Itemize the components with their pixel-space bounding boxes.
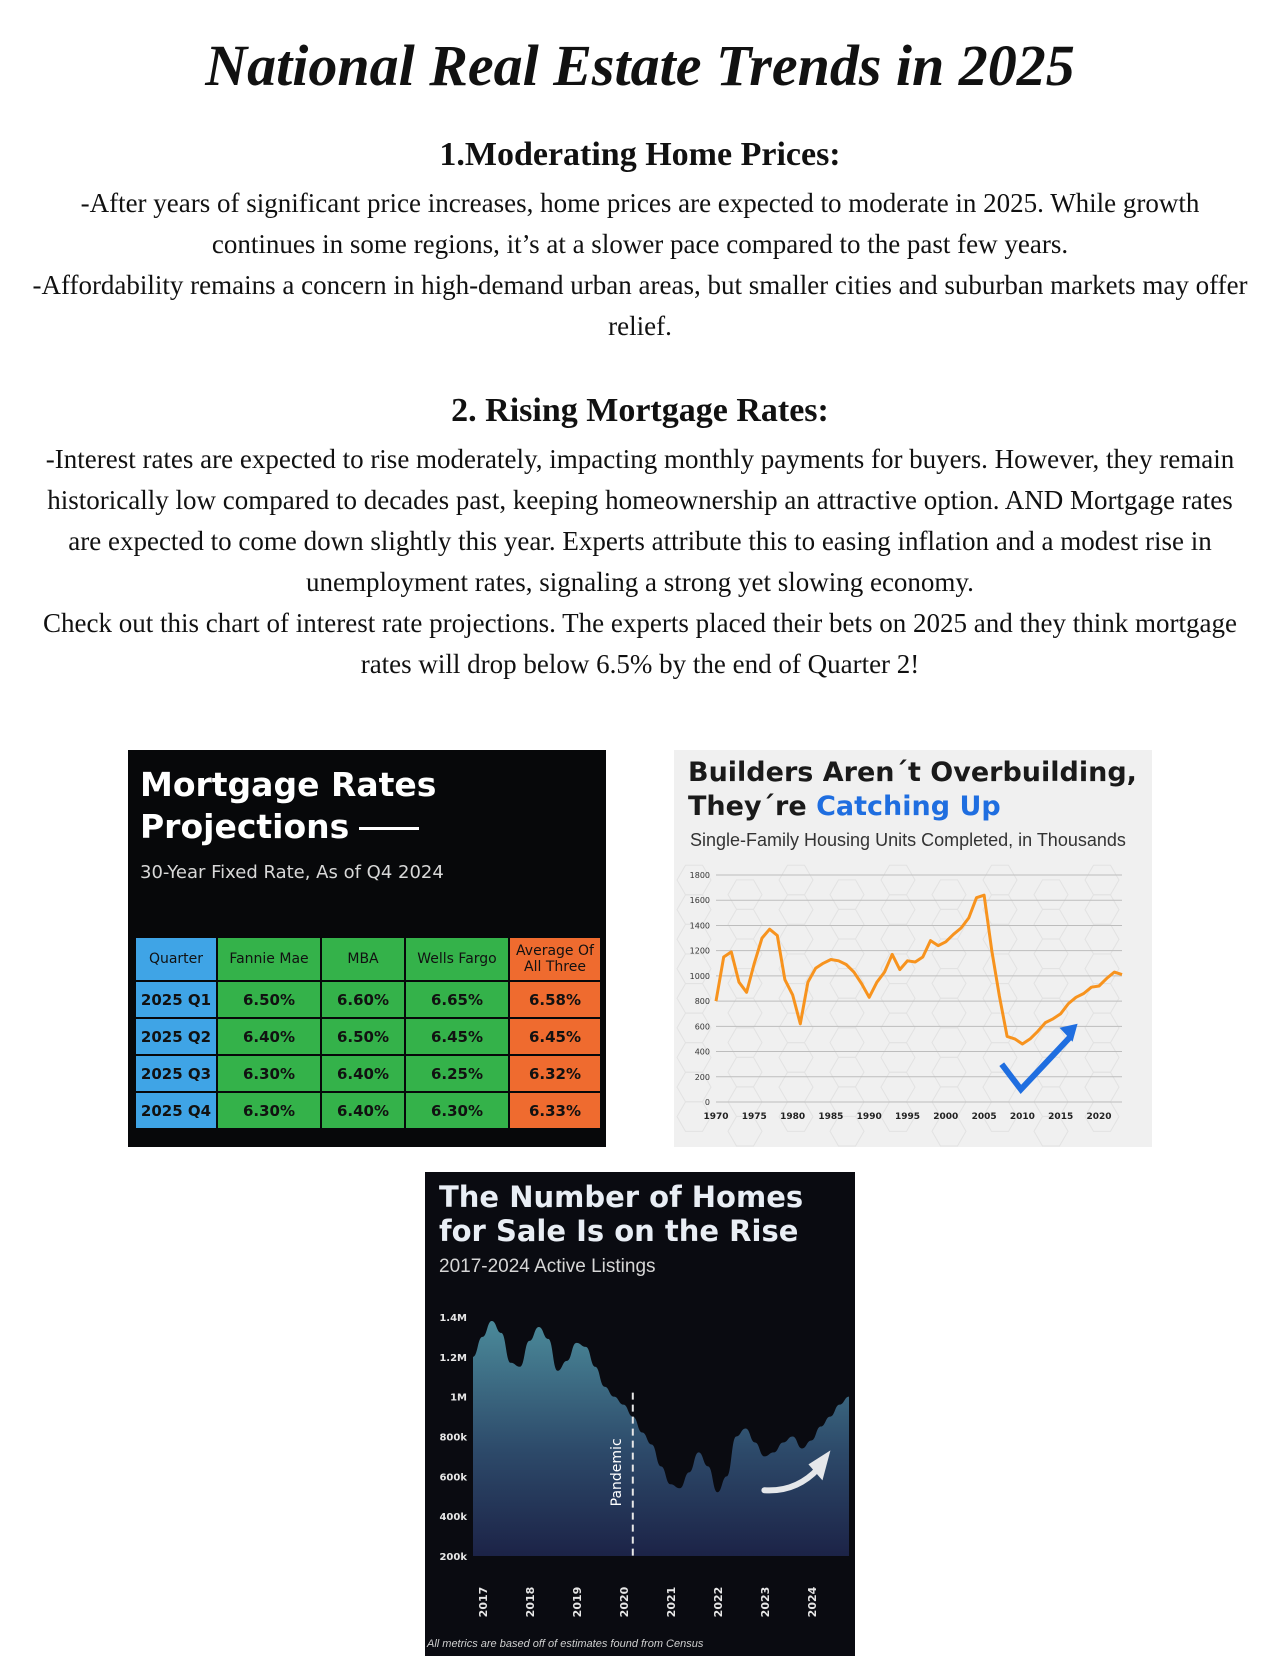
table-cell: 6.45%	[405, 1018, 509, 1055]
hexagon-shape	[881, 924, 915, 954]
x-tick-label: 2018	[524, 1586, 538, 1618]
x-tick-label: 1975	[741, 1112, 767, 1122]
table-cell: 6.40%	[321, 1055, 405, 1092]
table-cell: 6.50%	[217, 981, 321, 1018]
table-row	[135, 1018, 601, 1055]
hexagon-shape	[830, 1028, 864, 1057]
source-note: All metrics are based off of estimates found from Census	[427, 1638, 704, 1650]
builders-title-line1: Builders Aren´t Overbuilding,	[688, 757, 1137, 788]
table-cell: 6.50%	[321, 1018, 405, 1055]
hexagon-background-pattern	[677, 865, 1119, 1146]
y-tick-label: 600	[694, 1022, 710, 1032]
table-cell-quarter: 2025 Q1	[135, 981, 217, 1018]
hexagon-shape	[983, 954, 1017, 984]
trend-arrow-icon	[1002, 1036, 1071, 1089]
hexagon-shape	[881, 865, 915, 894]
hexagon-shape	[1085, 1043, 1119, 1072]
y-tick-label: 800k	[439, 1432, 467, 1444]
hexagon-shape	[677, 865, 711, 894]
y-tick-labels	[439, 1313, 467, 1563]
column-header-fannie-mae: Fannie Mae	[217, 937, 321, 981]
series-line-units-completed	[716, 895, 1122, 1044]
hexagon-shape	[728, 1057, 762, 1086]
column-header-average: Average Of All Three	[509, 937, 601, 981]
hexagon-shape	[1085, 1013, 1119, 1042]
table-cell-quarter: 2025 Q3	[135, 1055, 217, 1092]
paragraph: -Interest rates are expected to rise moderately, impacting monthly payments for buyers. However, they remain historically low compared to decades past, keeping homeownership an attractive option. AND Mortgage rates are expected to come down slightly this year. Experts attribute this to easing inflation and a modest rise in unemployment rates, signaling a strong yet slowing economy.	[45, 444, 1235, 597]
hexagon-shape	[1085, 924, 1119, 954]
table-cell-average: 6.45%	[509, 1018, 601, 1055]
section-heading-home-prices: 1.Moderating Home Prices:	[439, 136, 841, 173]
column-header-quarter: Quarter	[135, 937, 217, 981]
hexagon-shape	[728, 910, 762, 939]
section-heading-mortgage-rates: 2. Rising Mortgage Rates:	[451, 392, 829, 429]
x-tick-label: 1985	[818, 1112, 844, 1122]
y-tick-label: 200	[694, 1072, 710, 1082]
table-cell: 6.40%	[321, 1092, 405, 1129]
hexagon-shape	[932, 1028, 966, 1057]
x-tick-label: 2020	[1086, 1112, 1112, 1122]
table-cell: 6.60%	[321, 981, 405, 1018]
table-cell: 6.30%	[217, 1055, 321, 1092]
builders-title-highlight: Catching Up	[816, 791, 1001, 822]
x-tick-label: 2023	[759, 1586, 773, 1618]
hexagon-shape	[881, 1043, 915, 1072]
builders-chart-card	[674, 750, 1152, 1147]
x-tick-label: 1990	[856, 1112, 882, 1122]
x-tick-labels	[703, 1112, 1111, 1122]
hexagon-shape	[1034, 880, 1068, 909]
hexagon-shape	[932, 910, 966, 939]
paragraph: -Affordability remains a concern in high-demand urban areas, but smaller cities and suburban markets may offer relief.	[32, 270, 1248, 341]
builders-chart-title	[688, 756, 1137, 824]
y-tick-label: 0	[704, 1098, 710, 1107]
homes-chart-subtitle: 2017-2024 Active Listings	[439, 1256, 656, 1277]
y-tick-label: 1M	[450, 1392, 467, 1404]
rates-card-title	[140, 764, 606, 848]
hexagon-shape	[932, 969, 966, 999]
table-cell-average: 6.58%	[509, 981, 601, 1018]
paragraph: -After years of significant price increases, home prices are expected to moderate in 2025. While growth continues in some regions, it’s at a slower pace compared to the past few years.	[80, 188, 1200, 259]
x-tick-label: 2021	[665, 1586, 679, 1618]
x-tick-label: 2010	[1009, 1112, 1035, 1122]
hexagon-shape	[830, 1057, 864, 1086]
hexagon-shape	[881, 984, 915, 1013]
y-tick-label: 400k	[439, 1512, 467, 1524]
y-tick-label: 1600	[689, 896, 710, 906]
table-cell: 6.40%	[217, 1018, 321, 1055]
y-tick-label: 800	[694, 997, 710, 1007]
x-tick-label: 2005	[971, 1112, 997, 1122]
x-tick-label: 2019	[571, 1586, 585, 1618]
table-row	[135, 981, 601, 1018]
hexagon-shape	[932, 998, 966, 1027]
x-tick-label: 2015	[1048, 1112, 1074, 1122]
mortgage-rates-projections-card	[128, 750, 606, 1147]
hexagon-shape	[1034, 910, 1068, 939]
x-tick-label: 2022	[712, 1586, 726, 1618]
hexagon-shape	[779, 895, 813, 924]
table-cell-average: 6.33%	[509, 1092, 601, 1129]
hexagon-shape	[881, 1013, 915, 1042]
hexagon-shape	[779, 1043, 813, 1072]
table-cell: 6.25%	[405, 1055, 509, 1092]
rates-table-header-row	[135, 937, 601, 981]
y-tick-label: 1800	[689, 871, 710, 880]
y-tick-label: 400	[694, 1047, 710, 1057]
hexagon-shape	[1085, 954, 1119, 984]
x-tick-label: 2024	[806, 1586, 820, 1618]
hexagon-shape	[779, 924, 813, 954]
x-tick-label: 2020	[618, 1586, 632, 1618]
y-tick-label: 1400	[689, 921, 710, 931]
y-tick-label: 1200	[689, 946, 710, 956]
x-tick-labels	[477, 1586, 819, 1617]
homes-chart-title: The Number of Homes for Sale Is on the Rise	[439, 1180, 804, 1248]
hexagon-shape	[728, 880, 762, 909]
hexagon-shape	[830, 998, 864, 1027]
homes-for-sale-card	[425, 1172, 855, 1656]
hexagon-shape	[932, 1057, 966, 1086]
column-header-wells-fargo: Wells Fargo	[405, 937, 509, 981]
rates-card-subtitle: 30-Year Fixed Rate, As of Q4 2024	[140, 862, 444, 883]
paragraph: Check out this chart of interest rate projections. The experts placed their bets on 2025 and they think mortgage rates will drop below 6.5% by the end of Quarter 2!	[43, 608, 1237, 679]
x-tick-label: 1995	[894, 1112, 921, 1122]
rates-table	[134, 936, 602, 1130]
hexagon-shape	[779, 865, 813, 894]
table-cell: 6.65%	[405, 981, 509, 1018]
hexagon-shape	[1034, 939, 1068, 968]
section-body-home-prices	[30, 183, 1250, 347]
pandemic-annotation: Pandemic	[608, 1438, 625, 1507]
grid-lines	[716, 875, 1122, 1102]
builders-chart-subtitle: Single-Family Housing Units Completed, in Thousands	[690, 830, 1126, 850]
table-cell: 6.30%	[405, 1092, 509, 1129]
section-body-mortgage-rates	[30, 439, 1250, 685]
x-tick-label: 1970	[703, 1112, 729, 1122]
column-header-mba: MBA	[321, 937, 405, 981]
y-tick-label: 1000	[689, 971, 710, 981]
y-tick-label: 1.4M	[439, 1313, 467, 1324]
hexagon-shape	[983, 865, 1017, 894]
x-tick-label: 1980	[780, 1112, 806, 1122]
title-dash-decoration	[359, 827, 419, 830]
active-listings-area	[473, 1321, 849, 1556]
y-tick-label: 600k	[439, 1472, 467, 1484]
y-tick-label: 1.2M	[439, 1352, 467, 1364]
table-cell-quarter: 2025 Q4	[135, 1092, 217, 1129]
table-row	[135, 1055, 601, 1092]
hexagon-shape	[983, 1043, 1017, 1072]
hexagon-shape	[779, 1013, 813, 1042]
x-tick-label: 2017	[477, 1586, 491, 1618]
hexagon-shape	[1085, 895, 1119, 924]
hexagon-shape	[830, 969, 864, 999]
hexagon-shape	[728, 1028, 762, 1057]
hexagon-shape	[1034, 969, 1068, 999]
table-cell: 6.30%	[217, 1092, 321, 1129]
hexagon-shape	[932, 880, 966, 909]
hexagon-shape	[881, 895, 915, 924]
table-cell-quarter: 2025 Q2	[135, 1018, 217, 1055]
y-tick-label: 200k	[439, 1552, 467, 1563]
table-cell-average: 6.32%	[509, 1055, 601, 1092]
hexagon-shape	[1085, 865, 1119, 894]
page-title: National Real Estate Trends in 2025	[205, 33, 1075, 98]
builders-title-line2: They´re	[688, 791, 807, 822]
hexagon-shape	[728, 998, 762, 1027]
rates-card-title-text: Mortgage Rates Projections	[140, 765, 437, 846]
hexagon-shape	[728, 969, 762, 999]
hexagon-shape	[830, 880, 864, 909]
table-row	[135, 1092, 601, 1129]
hexagon-shape	[830, 910, 864, 939]
y-tick-labels	[690, 871, 710, 1107]
x-tick-label: 2000	[933, 1112, 959, 1122]
